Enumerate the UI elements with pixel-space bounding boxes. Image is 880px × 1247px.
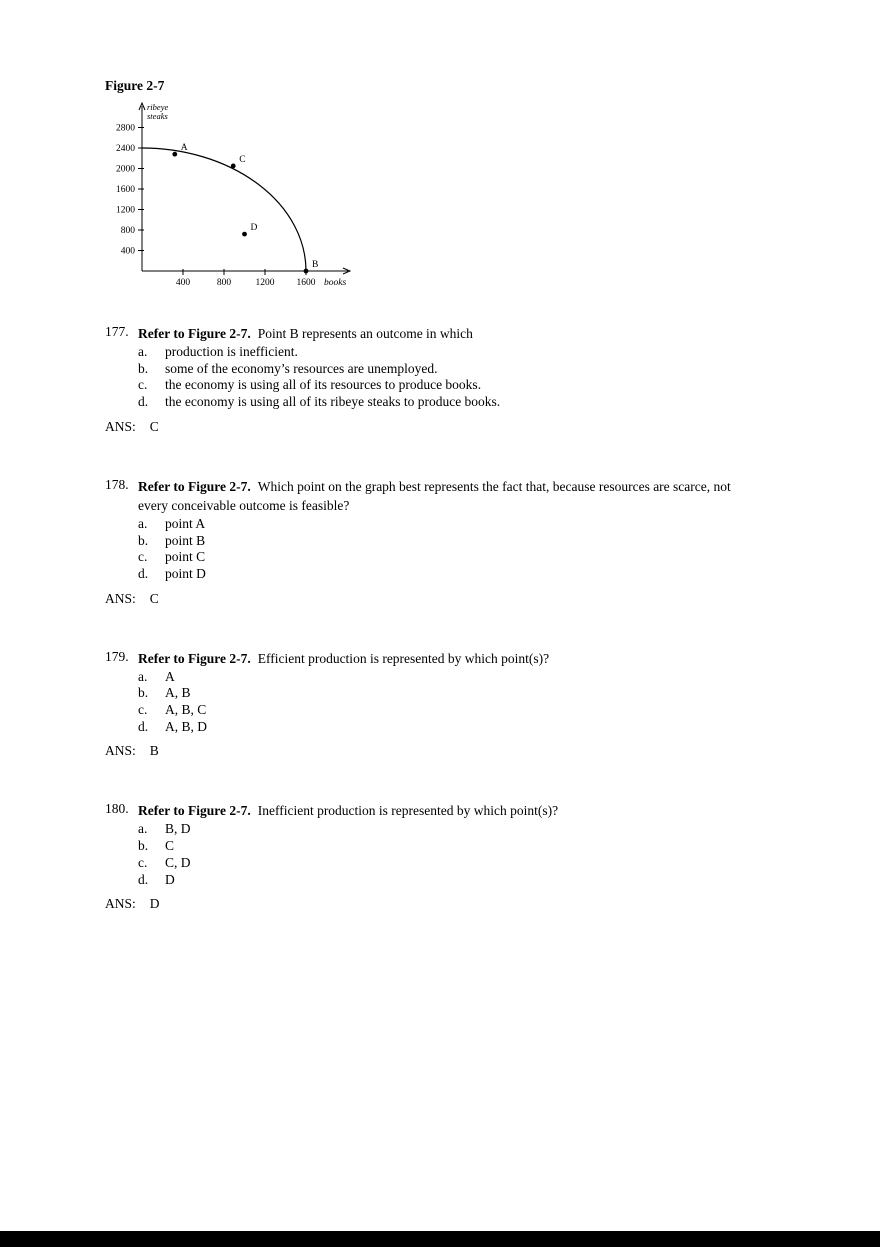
choice-list (138, 669, 785, 736)
y-tick-label: 1200 (116, 205, 135, 216)
point-B (304, 269, 309, 274)
ppf-curve (142, 148, 306, 271)
answer-row (105, 742, 785, 759)
choice-text: point B (165, 532, 206, 548)
answer-value: D (149, 896, 160, 912)
question-stem: Point B represents an outcome in which (257, 326, 473, 341)
choice-text: point D (165, 565, 206, 581)
x-axis-title: books (324, 278, 347, 288)
question-block (105, 801, 785, 912)
choice-letter: b. (138, 685, 149, 701)
choice-letter: d. (138, 565, 149, 581)
question-text (138, 801, 753, 820)
question-ref: Refer to Figure 2-7. (138, 650, 251, 666)
y-tick-label: 2000 (116, 164, 135, 175)
choice-letter: a. (138, 515, 148, 531)
choice-text: production is inefficient. (165, 344, 298, 359)
point-A (172, 152, 177, 157)
choice-text: some of the economy’s resources are unemployed. (165, 360, 438, 376)
choice-text: A, B, C (165, 702, 207, 718)
question-block (105, 477, 785, 607)
choice-letter: b. (138, 360, 149, 376)
choice-b (138, 361, 785, 378)
y-tick-label: 400 (120, 246, 135, 257)
question-ref: Refer to Figure 2-7. (138, 478, 251, 494)
choice-letter: a. (138, 821, 148, 837)
choice-text: A (165, 668, 175, 684)
x-tick-label: 800 (216, 278, 232, 288)
y-axis-title: steaks (147, 111, 168, 121)
choice-d (138, 394, 785, 411)
choice-b (138, 533, 785, 550)
point-C (231, 164, 236, 169)
choice-text: C (165, 838, 175, 854)
choice-letter: b. (138, 532, 149, 548)
point-label-D: D (250, 223, 258, 234)
choice-d (138, 719, 785, 736)
choice-c (138, 377, 785, 394)
question-ref: Refer to Figure 2-7. (138, 803, 251, 819)
question-stem: Which point on the graph best represents the fact that, because resources are scarce, not every conceivable outcome is feasible? (138, 478, 731, 513)
y-tick-label: 2400 (116, 144, 135, 154)
choice-a (138, 516, 785, 533)
choice-letter: c. (138, 702, 148, 718)
figure-title: Figure 2-7 (105, 78, 165, 93)
y-axis-title: ribeye (147, 102, 169, 112)
answer-label: ANS: (105, 418, 136, 434)
y-tick-label: 800 (120, 226, 135, 236)
choice-text: point A (165, 515, 206, 531)
choice-text: the economy is using all of its ribeye steaks to produce books. (165, 394, 501, 410)
question-block (105, 324, 785, 435)
point-label-C: C (239, 154, 246, 165)
question-stem: Efficient production is represented by which point(s)? (257, 650, 550, 666)
choice-b (138, 685, 785, 702)
answer-value: C (149, 418, 159, 434)
choice-list (138, 516, 785, 583)
ppf-chart (108, 99, 360, 297)
choice-c (138, 855, 785, 872)
answer-label: ANS: (105, 743, 136, 759)
choice-text: A, B (165, 685, 191, 701)
question-head (105, 324, 785, 343)
x-tick-label: 1200 (255, 278, 275, 288)
choice-text: A, B, D (165, 718, 208, 734)
choice-text: point C (165, 549, 206, 565)
choice-list (138, 344, 785, 411)
y-tick-label: 2800 (116, 123, 135, 134)
choice-a (138, 669, 785, 686)
answer-row (105, 418, 785, 435)
choice-b (138, 838, 785, 855)
choice-d (138, 872, 785, 889)
choice-letter: c. (138, 549, 148, 565)
point-label-A: A (180, 143, 188, 154)
question-head (105, 649, 785, 668)
choice-c (138, 549, 785, 566)
choice-letter: d. (138, 394, 149, 410)
choice-a (138, 344, 785, 361)
choice-list (138, 821, 785, 888)
question-block (105, 649, 785, 760)
choice-a (138, 821, 785, 838)
y-tick-label: 1600 (116, 185, 135, 195)
question-number: 180. (105, 801, 129, 817)
page-bottom-edge (0, 1231, 880, 1247)
question-stem: Inefficient production is represented by which point(s)? (257, 803, 559, 819)
question-text (138, 477, 753, 515)
answer-value: B (149, 743, 159, 759)
answer-label: ANS: (105, 896, 136, 912)
answer-row (105, 895, 785, 912)
point-label-B: B (312, 260, 319, 270)
choice-letter: b. (138, 838, 149, 854)
question-head (105, 477, 785, 515)
choice-letter: c. (138, 377, 148, 393)
choice-text: C, D (165, 854, 191, 870)
question-text (138, 324, 753, 343)
choice-letter: d. (138, 718, 149, 734)
answer-label: ANS: (105, 590, 136, 606)
choice-letter: a. (138, 668, 148, 684)
question-number: 179. (105, 648, 129, 664)
x-tick-label: 400 (175, 278, 191, 288)
question-number: 178. (105, 476, 129, 492)
choice-text: D (165, 871, 175, 887)
answer-value: C (149, 590, 159, 606)
choice-text: the economy is using all of its resources to produce books. (165, 377, 482, 393)
answer-row (105, 590, 785, 607)
choice-c (138, 702, 785, 719)
choice-text: B, D (165, 821, 191, 837)
x-tick-label: 1600 (296, 278, 316, 288)
choice-d (138, 566, 785, 583)
page-content (105, 78, 785, 912)
questions-list (105, 324, 785, 912)
question-number: 177. (105, 324, 129, 339)
question-ref: Refer to Figure 2-7. (138, 326, 251, 341)
point-D (242, 232, 247, 237)
question-text (138, 649, 753, 668)
choice-letter: d. (138, 871, 149, 887)
question-head (105, 801, 785, 820)
choice-letter: c. (138, 854, 148, 870)
choice-letter: a. (138, 344, 148, 359)
